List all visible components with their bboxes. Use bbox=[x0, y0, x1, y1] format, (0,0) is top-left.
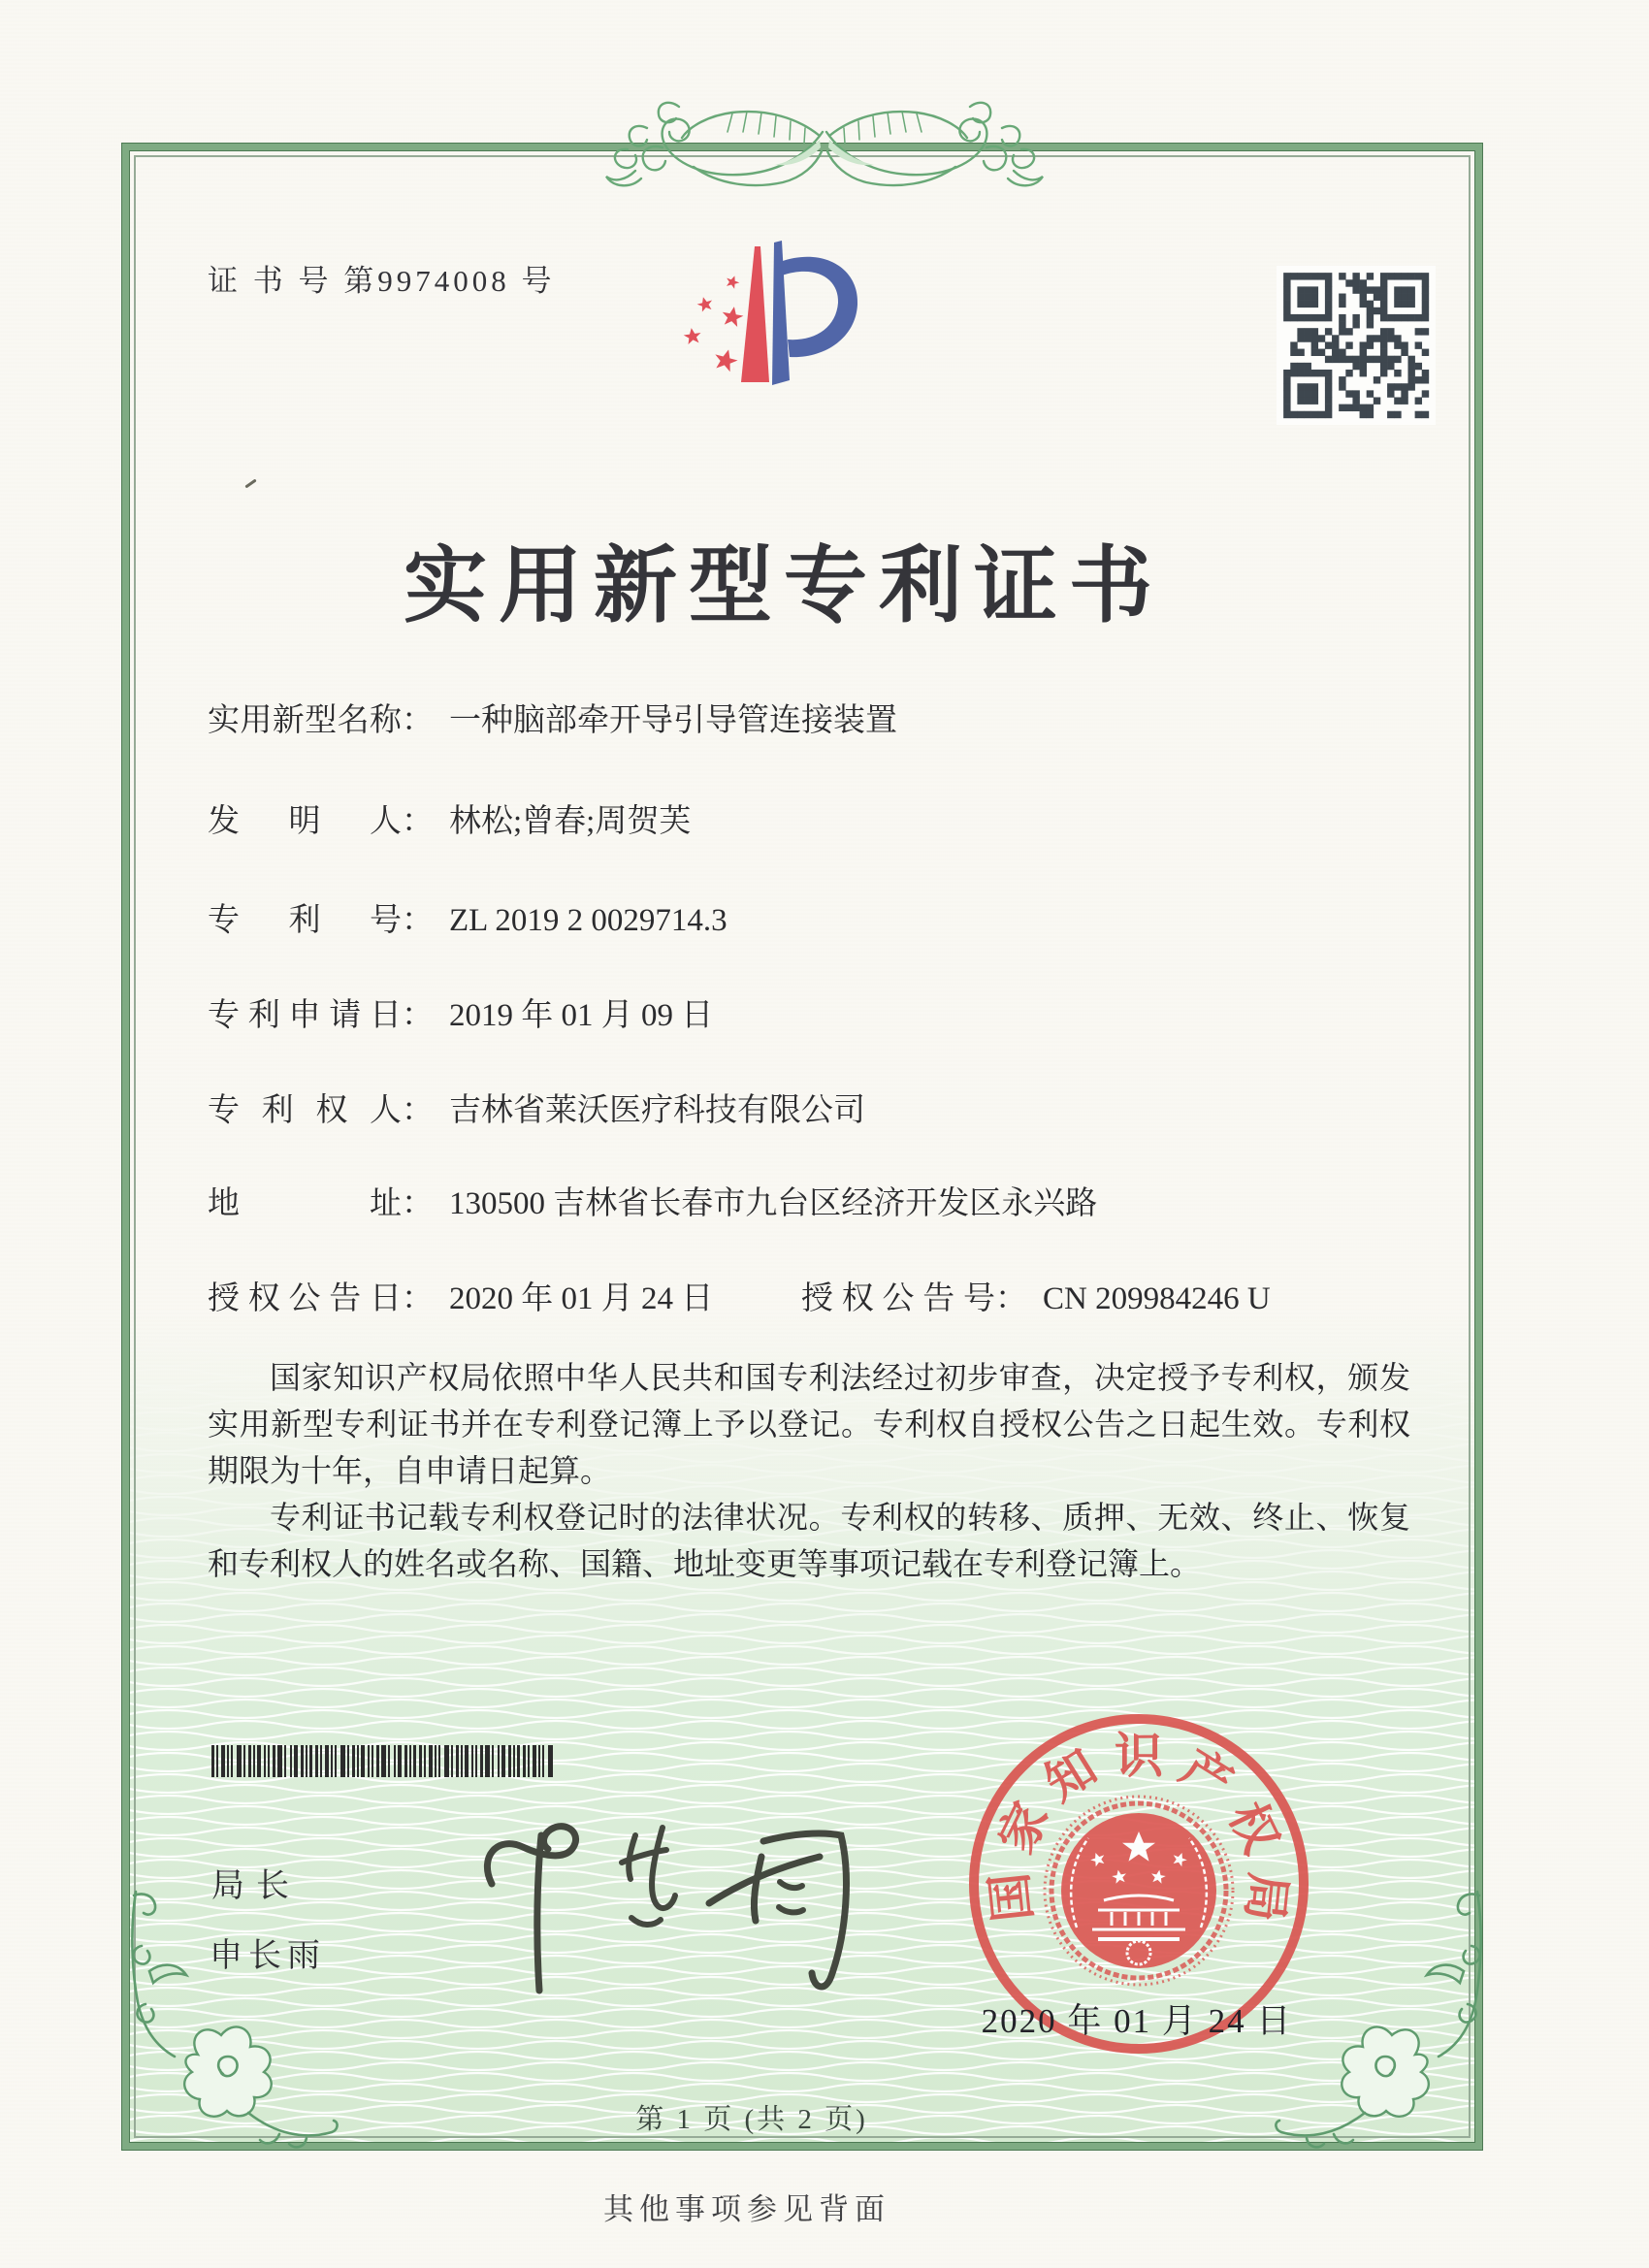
svg-text:国: 国 bbox=[982, 1870, 1042, 1925]
field-row-address: 地址： 130500 吉林省长春市九台区经济开发区永兴路 bbox=[208, 1182, 1097, 1226]
field-label: 实用新型名称 bbox=[208, 703, 402, 738]
field-label: 专利申请日 bbox=[208, 998, 402, 1033]
certificate-number: 证 书 号 第9974008 号 bbox=[208, 264, 556, 298]
field-row-grant-date: 授权公告日： 2020 年 01 月 24 日 bbox=[208, 1277, 713, 1321]
top-border-ornament-icon bbox=[577, 89, 1072, 201]
back-side-note: 其他事项参见背面 bbox=[603, 2192, 890, 2226]
field-row-patent-number: 专利号： ZL 2019 2 0029714.3 bbox=[208, 898, 728, 943]
national-emblem-icon bbox=[1045, 1797, 1233, 1985]
field-row-filing-date: 专利申请日： 2019 年 01 月 09 日 bbox=[208, 993, 713, 1038]
certificate-title: 实用新型专利证书 bbox=[404, 539, 1164, 632]
field-row-patentee: 专利权人： 吉林省莱沃医疗科技有限公司 bbox=[208, 1088, 865, 1133]
field-value: 2020 年 01 月 24 日 bbox=[449, 1281, 714, 1316]
field-row-utility-model-name: 实用新型名称： 一种脑部牵开导引导管连接装置 bbox=[208, 698, 897, 743]
page-number: 第 1 页 (共 2 页) bbox=[635, 2104, 868, 2135]
director-signature-icon bbox=[441, 1806, 878, 2015]
field-label: 专利权人 bbox=[208, 1093, 402, 1128]
field-row-inventor: 发明人： 林松;曾春;周贺芙 bbox=[208, 799, 691, 844]
svg-text:局: 局 bbox=[1236, 1870, 1296, 1925]
field-value: ZL 2019 2 0029714.3 bbox=[449, 903, 728, 938]
svg-text:家: 家 bbox=[988, 1794, 1059, 1862]
qr-code-icon bbox=[1277, 266, 1436, 425]
field-value: 2019 年 01 月 09 日 bbox=[449, 998, 714, 1033]
field-label: 地址 bbox=[208, 1186, 402, 1221]
signer-name: 申长雨 bbox=[210, 1938, 326, 1974]
field-label: 专利号 bbox=[208, 903, 402, 938]
seal-date: 2020 年 01 月 24 日 bbox=[981, 2002, 1293, 2040]
field-value: 一种脑部牵开导引导管连接装置 bbox=[449, 703, 897, 738]
body-paragraph: 专利证书记载专利权登记时的法律状况。专利权的转移、质押、无效、终止、恢复和专利权人的姓名或名称、国籍、地址变更等事项记载在专利登记簿上。 bbox=[208, 1500, 1410, 1581]
svg-text:知: 知 bbox=[1036, 1739, 1107, 1812]
field-label: 授权公告日 bbox=[208, 1281, 402, 1316]
cnipa-logo-icon bbox=[669, 235, 878, 398]
body-paragraph: 国家知识产权局依照中华人民共和国专利法经过初步审查，决定授予专利权，颁发实用新型专利证书并在专利登记簿上予以登记。专利权自授权公告之日起生效。专利权期限为十年，自申请日起算。 bbox=[208, 1360, 1410, 1488]
svg-text:识: 识 bbox=[1115, 1729, 1163, 1783]
field-row-grant-number: 授权公告号： CN 209984246 U bbox=[801, 1277, 1271, 1321]
field-value: CN 209984246 U bbox=[1043, 1281, 1271, 1316]
barcode-icon bbox=[211, 1745, 559, 1777]
field-value: 吉林省莱沃医疗科技有限公司 bbox=[449, 1093, 865, 1128]
field-value: 130500 吉林省长春市九台区经济开发区永兴路 bbox=[449, 1186, 1098, 1221]
field-label: 发明人 bbox=[208, 804, 402, 839]
svg-text:权: 权 bbox=[1218, 1794, 1289, 1862]
legal-body-text bbox=[208, 1354, 1410, 1587]
svg-text:产: 产 bbox=[1171, 1739, 1242, 1812]
field-label: 授权公告号 bbox=[801, 1281, 995, 1316]
signer-title: 局长 bbox=[211, 1868, 301, 1904]
field-value: 林松;曾春;周贺芙 bbox=[449, 804, 692, 839]
